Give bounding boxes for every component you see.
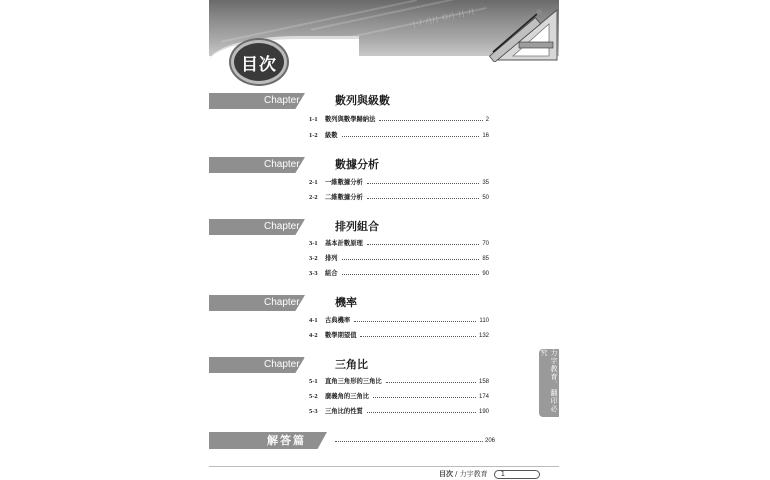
- page-number: 16: [482, 133, 489, 139]
- section-number: 2-2: [309, 194, 318, 201]
- leader-dots: [354, 320, 476, 322]
- section-number: 5-1: [309, 378, 318, 385]
- toc-entry[interactable]: [309, 406, 489, 418]
- copyright-side-tab: [539, 349, 559, 417]
- leader-dots: [342, 258, 480, 260]
- section-number: 3-3: [309, 270, 318, 277]
- footer-divider: [209, 466, 559, 467]
- section-title: 二維數據分析: [325, 194, 363, 201]
- section-number: 3-1: [309, 240, 318, 247]
- footer-section: 目次: [439, 470, 453, 478]
- toc-entry[interactable]: [309, 268, 489, 280]
- page-number: 2: [485, 117, 489, 123]
- section-number: 5-3: [309, 408, 318, 415]
- section-title: 直角三角形的三角比: [325, 378, 382, 385]
- page-footer: [439, 468, 540, 480]
- section-number: 1-1: [309, 116, 318, 123]
- chapter-title[interactable]: 排列組合: [335, 220, 379, 233]
- answers-entry[interactable]: [335, 438, 495, 444]
- section-number: 2-1: [309, 179, 318, 186]
- toc-title-badge: [231, 40, 287, 84]
- section-title: 數列與數學歸納法: [325, 116, 376, 123]
- footer-publisher: / 力宇教育: [455, 470, 488, 478]
- leader-dots: [367, 243, 480, 245]
- page-number: 174: [478, 394, 489, 400]
- page-number: 70: [482, 241, 489, 247]
- page-number: 50: [482, 195, 489, 201]
- leader-dots: [373, 396, 476, 398]
- toc-entry[interactable]: [309, 330, 489, 342]
- leader-dots: [360, 335, 476, 337]
- chapter-title[interactable]: 機率: [335, 296, 357, 309]
- section-title: 廣義角的三角比: [325, 393, 370, 400]
- page-number: 90: [482, 271, 489, 277]
- answers-label[interactable]: 解答篇: [267, 434, 306, 447]
- chapter-title[interactable]: 數據分析: [335, 158, 379, 171]
- chapter-number: 3: [303, 215, 313, 234]
- footer-page-number: 1: [500, 470, 506, 478]
- page-title: 目次: [241, 54, 277, 75]
- page-number: 132: [478, 333, 489, 339]
- toc-entry[interactable]: [309, 130, 489, 142]
- section-title: 數學期望值: [325, 332, 357, 339]
- section-number: 4-1: [309, 317, 318, 324]
- section-title: 古典機率: [325, 317, 351, 324]
- chapter-label: Chapter: [264, 359, 300, 370]
- page-number: 158: [478, 379, 489, 385]
- toc-entry[interactable]: [309, 114, 489, 126]
- chapter-title[interactable]: 三角比: [335, 358, 368, 371]
- toc-entry[interactable]: [309, 376, 489, 388]
- toc-entry[interactable]: [309, 391, 489, 403]
- leader-dots: [367, 411, 476, 413]
- chapter-label: Chapter: [264, 159, 300, 170]
- section-title: 級數: [325, 132, 338, 139]
- toc-entry[interactable]: [309, 253, 489, 265]
- page-number: 35: [482, 180, 489, 186]
- leader-dots: [335, 440, 483, 442]
- banner-text: ·|-/·/|/| O/|·/|·/|: [408, 7, 476, 29]
- section-title: 基本計數原理: [325, 240, 363, 247]
- leader-dots: [342, 273, 480, 275]
- chapter-number: 4: [303, 291, 313, 310]
- section-title: 排列: [325, 255, 338, 262]
- section-title: 三角比的性質: [325, 408, 363, 415]
- leader-dots: [367, 182, 480, 184]
- side-tab-text: 力宇教育．翻印必究: [540, 349, 558, 413]
- section-number: 4-2: [309, 332, 318, 339]
- chapter-number: 5: [303, 353, 313, 372]
- chapter-label: Chapter: [264, 221, 300, 232]
- chapter-number: 1: [303, 89, 313, 108]
- leader-dots: [367, 197, 480, 199]
- toc-page: [209, 0, 559, 480]
- page-number: 110: [479, 318, 489, 324]
- leader-dots: [342, 135, 480, 137]
- footer-page-box: [494, 470, 540, 479]
- chapter-title[interactable]: 數列與級數: [335, 94, 390, 107]
- section-title: 一維數據分析: [325, 179, 363, 186]
- chapter-label: Chapter: [264, 95, 300, 106]
- chapter-number: 2: [303, 153, 313, 172]
- page-number: 206: [484, 438, 495, 444]
- toc-entry[interactable]: [309, 238, 489, 250]
- toc-entry[interactable]: [309, 177, 489, 189]
- leader-dots: [379, 119, 482, 121]
- leader-dots: [386, 381, 476, 383]
- chapter-label: Chapter: [264, 297, 300, 308]
- page-number: 190: [478, 409, 489, 415]
- section-number: 1-2: [309, 132, 318, 139]
- page-number: 85: [482, 256, 489, 262]
- drafting-tools-icon: [479, 2, 559, 62]
- section-number: 5-2: [309, 393, 318, 400]
- toc-entry[interactable]: [309, 315, 489, 327]
- section-title: 組合: [325, 270, 338, 277]
- section-number: 3-2: [309, 255, 318, 262]
- toc-entry[interactable]: [309, 192, 489, 204]
